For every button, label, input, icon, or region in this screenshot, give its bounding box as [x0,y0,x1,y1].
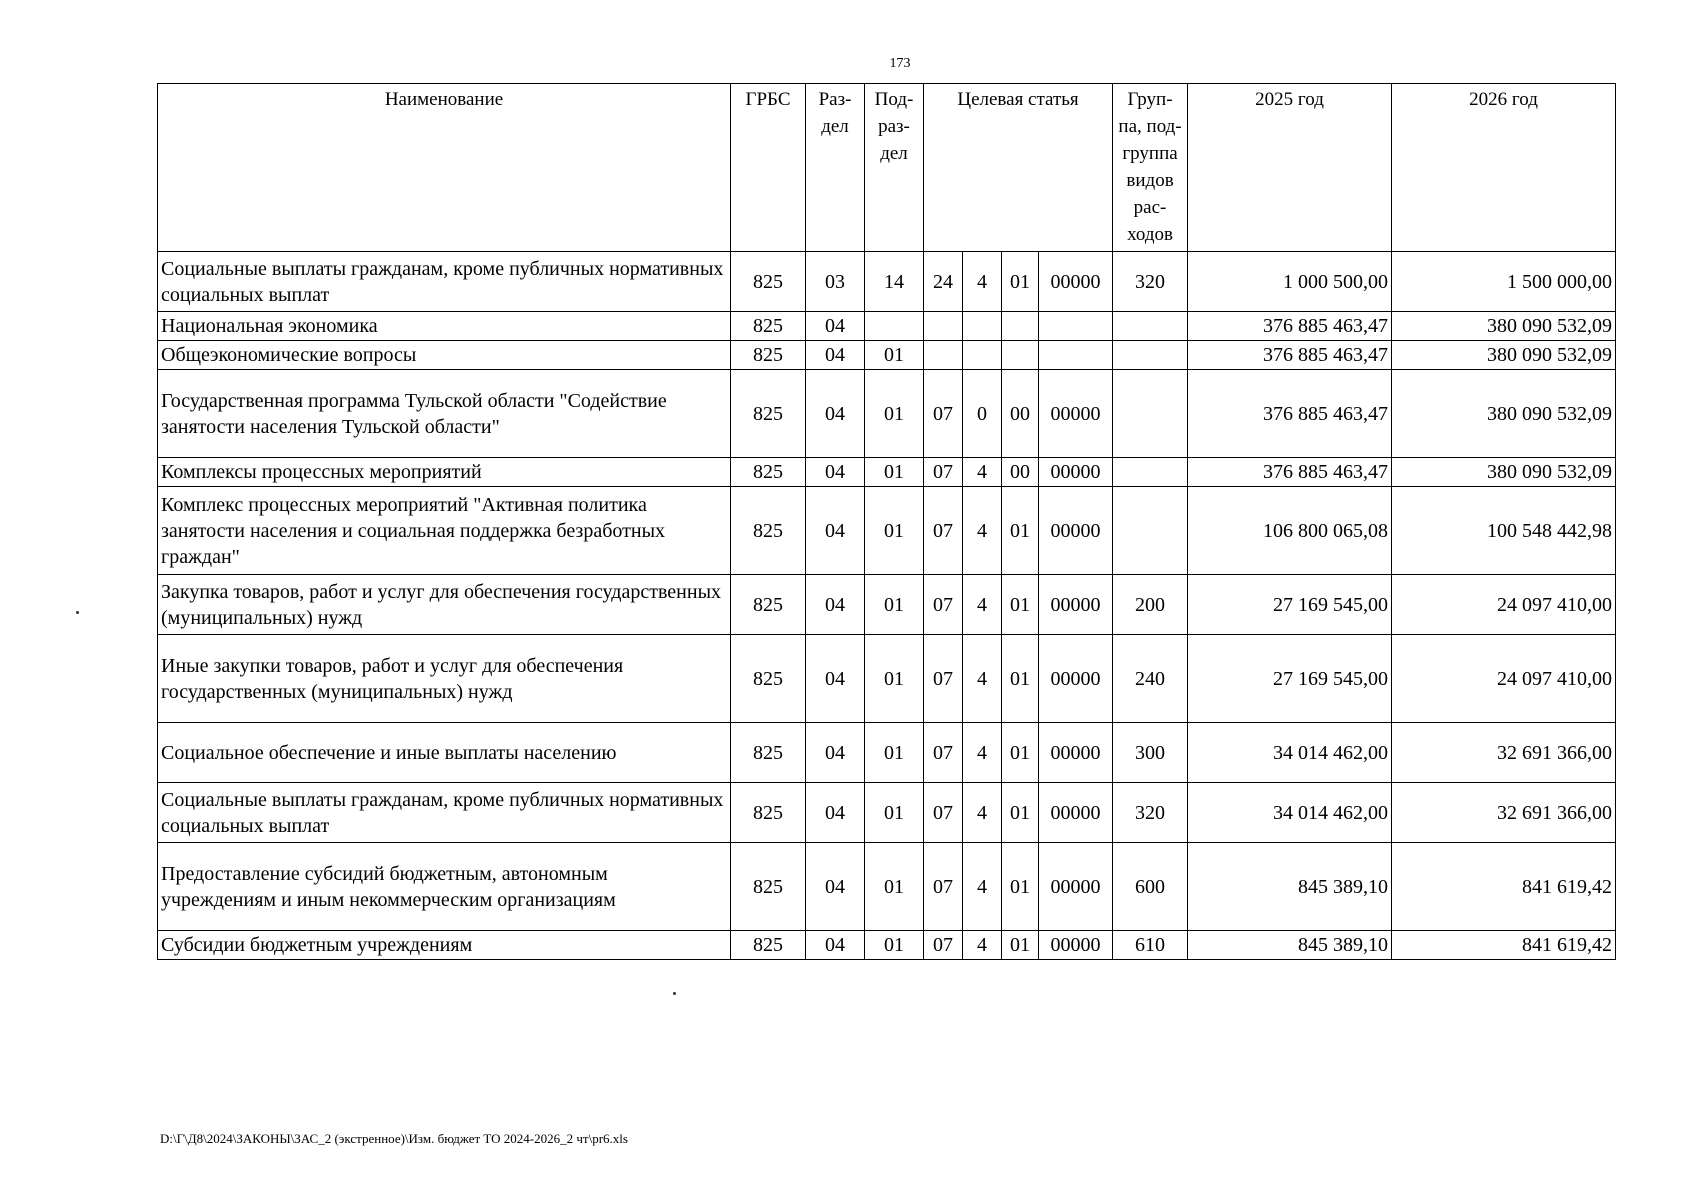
row-target-direction: 00000 [1039,370,1113,458]
row-expense-group [1113,458,1188,487]
row-amount-2025: 845 389,10 [1188,931,1392,960]
row-name: Закупка товаров, работ и услуг для обеспечения государственных (муниципальных) нужд [158,575,731,635]
row-target-direction: 00000 [1039,783,1113,843]
row-target-program: 07 [924,723,963,783]
row-target-direction: 00000 [1039,458,1113,487]
row-target-type: 4 [963,931,1002,960]
row-name: Социальные выплаты гражданам, кроме публичных нормативных социальных выплат [158,252,731,312]
row-target-type: 0 [963,370,1002,458]
row-target-structure: 01 [1002,931,1039,960]
row-amount-2025: 376 885 463,47 [1188,458,1392,487]
row-target-type: 4 [963,458,1002,487]
row-amount-2026: 841 619,42 [1392,931,1616,960]
row-podrazdel: 01 [865,723,924,783]
row-target-direction: 00000 [1039,575,1113,635]
row-podrazdel: 01 [865,783,924,843]
row-target-direction [1039,341,1113,370]
row-grbs: 825 [731,575,806,635]
row-target-program: 07 [924,635,963,723]
row-amount-2026: 100 548 442,98 [1392,487,1616,575]
row-razdel: 04 [806,783,865,843]
row-amount-2026: 1 500 000,00 [1392,252,1616,312]
table-row [158,341,1616,370]
row-grbs: 825 [731,370,806,458]
row-target-direction: 00000 [1039,843,1113,931]
row-grbs: 825 [731,843,806,931]
row-amount-2025: 376 885 463,47 [1188,370,1392,458]
table-row [158,843,1616,931]
row-podrazdel: 01 [865,843,924,931]
row-name: Государственная программа Тульской области "Содействие занятости населения Тульской области" [158,370,731,458]
row-razdel: 03 [806,252,865,312]
row-podrazdel: 01 [865,370,924,458]
table-row [158,931,1616,960]
row-target-type: 4 [963,575,1002,635]
row-name: Иные закупки товаров, работ и услуг для обеспечения государственных (муниципальных) нужд [158,635,731,723]
row-podrazdel: 01 [865,575,924,635]
row-target-structure: 01 [1002,783,1039,843]
row-grbs: 825 [731,783,806,843]
row-target-structure: 00 [1002,458,1039,487]
row-target-type: 4 [963,843,1002,931]
row-target-structure: 01 [1002,723,1039,783]
row-podrazdel: 01 [865,341,924,370]
row-name: Социальное обеспечение и иные выплаты населению [158,723,731,783]
header-year-2026: 2026 год [1392,84,1616,252]
row-amount-2025: 376 885 463,47 [1188,312,1392,341]
row-razdel: 04 [806,575,865,635]
header-name: Наименование [158,84,731,252]
row-target-program: 07 [924,575,963,635]
row-amount-2026: 380 090 532,09 [1392,458,1616,487]
row-target-structure: 01 [1002,843,1039,931]
row-razdel: 04 [806,312,865,341]
row-amount-2025: 27 169 545,00 [1188,635,1392,723]
row-grbs: 825 [731,252,806,312]
row-grbs: 825 [731,487,806,575]
row-target-direction [1039,312,1113,341]
row-razdel: 04 [806,723,865,783]
row-target-type: 4 [963,635,1002,723]
row-amount-2025: 1 000 500,00 [1188,252,1392,312]
row-target-type [963,312,1002,341]
row-amount-2025: 376 885 463,47 [1188,341,1392,370]
budget-table [157,83,1616,960]
header-grbs: ГРБС [731,84,806,252]
row-name: Общеэкономические вопросы [158,341,731,370]
row-grbs: 825 [731,341,806,370]
table-row [158,783,1616,843]
row-target-type [963,341,1002,370]
row-grbs: 825 [731,635,806,723]
row-target-program: 07 [924,370,963,458]
row-target-direction: 00000 [1039,635,1113,723]
table-header-row [158,84,1616,252]
row-name: Национальная экономика [158,312,731,341]
row-target-direction: 00000 [1039,723,1113,783]
row-razdel: 04 [806,341,865,370]
table-row [158,487,1616,575]
row-razdel: 04 [806,635,865,723]
header-target-article: Целевая статья [924,84,1113,252]
table-row [158,635,1616,723]
row-target-structure: 01 [1002,487,1039,575]
scan-speck [673,992,676,995]
row-amount-2025: 106 800 065,08 [1188,487,1392,575]
row-grbs: 825 [731,931,806,960]
table-row [158,252,1616,312]
scan-speck [76,611,79,614]
row-amount-2026: 32 691 366,00 [1392,783,1616,843]
file-path-footer: D:\Г\Д8\2024\ЗАКОНЫ\ЗАС_2 (экстренное)\Изм. бюджет ТО 2024-2026_2 чт\pr6.xls [160,1131,628,1146]
row-target-structure: 01 [1002,252,1039,312]
table-body [158,252,1616,960]
row-target-type: 4 [963,487,1002,575]
row-expense-group: 300 [1113,723,1188,783]
header-expense-group: Груп- па, под- группа видов рас- ходов [1113,84,1188,252]
row-target-structure: 01 [1002,635,1039,723]
header-podrazdel: Под- раз- дел [865,84,924,252]
row-grbs: 825 [731,723,806,783]
row-amount-2026: 841 619,42 [1392,843,1616,931]
table-row [158,370,1616,458]
row-target-type: 4 [963,252,1002,312]
row-target-program: 07 [924,487,963,575]
row-target-program: 07 [924,843,963,931]
row-target-type: 4 [963,783,1002,843]
row-amount-2026: 380 090 532,09 [1392,341,1616,370]
row-podrazdel: 01 [865,931,924,960]
row-target-program: 07 [924,458,963,487]
row-expense-group: 240 [1113,635,1188,723]
row-name: Предоставление субсидий бюджетным, автономным учреждениям и иным некоммерческим организациям [158,843,731,931]
row-expense-group [1113,312,1188,341]
row-target-program: 07 [924,931,963,960]
table-row [158,723,1616,783]
table-row [158,575,1616,635]
row-expense-group: 610 [1113,931,1188,960]
table-row [158,312,1616,341]
row-expense-group [1113,370,1188,458]
row-target-structure [1002,341,1039,370]
row-name: Комплексы процессных мероприятий [158,458,731,487]
row-expense-group: 600 [1113,843,1188,931]
row-amount-2025: 845 389,10 [1188,843,1392,931]
row-name: Социальные выплаты гражданам, кроме публичных нормативных социальных выплат [158,783,731,843]
row-podrazdel: 14 [865,252,924,312]
row-grbs: 825 [731,458,806,487]
row-razdel: 04 [806,458,865,487]
header-razdel: Раз- дел [806,84,865,252]
row-target-program [924,312,963,341]
row-expense-group: 200 [1113,575,1188,635]
row-razdel: 04 [806,370,865,458]
row-amount-2025: 34 014 462,00 [1188,723,1392,783]
row-name: Субсидии бюджетным учреждениям [158,931,731,960]
row-expense-group: 320 [1113,252,1188,312]
row-name: Комплекс процессных мероприятий "Активная политика занятости населения и социальная поддержка безработных граждан" [158,487,731,575]
row-razdel: 04 [806,487,865,575]
row-amount-2025: 27 169 545,00 [1188,575,1392,635]
row-target-structure [1002,312,1039,341]
row-razdel: 04 [806,843,865,931]
row-podrazdel: 01 [865,458,924,487]
row-target-structure: 01 [1002,575,1039,635]
row-amount-2026: 380 090 532,09 [1392,312,1616,341]
row-target-program: 07 [924,783,963,843]
row-expense-group [1113,487,1188,575]
row-target-program: 24 [924,252,963,312]
row-grbs: 825 [731,312,806,341]
row-amount-2026: 24 097 410,00 [1392,575,1616,635]
row-amount-2026: 24 097 410,00 [1392,635,1616,723]
row-target-type: 4 [963,723,1002,783]
row-target-direction: 00000 [1039,487,1113,575]
row-amount-2026: 32 691 366,00 [1392,723,1616,783]
row-target-direction: 00000 [1039,931,1113,960]
row-podrazdel: 01 [865,635,924,723]
row-expense-group: 320 [1113,783,1188,843]
row-target-structure: 00 [1002,370,1039,458]
row-amount-2026: 380 090 532,09 [1392,370,1616,458]
page-number: 173 [889,56,911,71]
row-podrazdel [865,312,924,341]
row-expense-group [1113,341,1188,370]
table-row [158,458,1616,487]
row-podrazdel: 01 [865,487,924,575]
header-year-2025: 2025 год [1188,84,1392,252]
row-target-program [924,341,963,370]
row-amount-2025: 34 014 462,00 [1188,783,1392,843]
row-target-direction: 00000 [1039,252,1113,312]
row-razdel: 04 [806,931,865,960]
